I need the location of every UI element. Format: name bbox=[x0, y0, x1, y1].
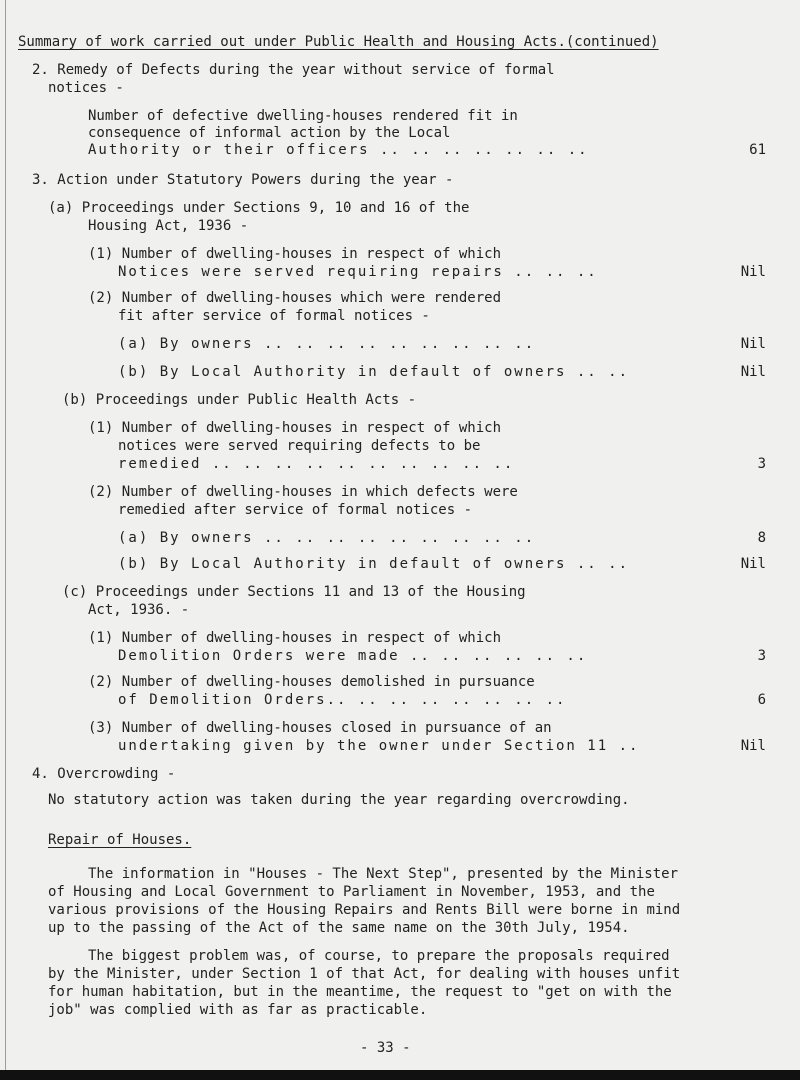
page-number: - 33 - bbox=[360, 1040, 411, 1056]
section-3a-item-2-line-1: (2) Number of dwelling-houses which were rendered bbox=[88, 290, 502, 306]
section-3c-item-1-line-1: (1) Number of dwelling-houses in respect of which bbox=[88, 630, 502, 646]
section-3c-item-3-line-1: (3) Number of dwelling-houses closed in pursuance of an bbox=[88, 720, 552, 736]
section-3c-title-cont: Act, 1936. - bbox=[88, 602, 190, 618]
section-3c-item-1-value: 3 bbox=[757, 648, 766, 664]
section-4-title: 4. Overcrowding - bbox=[32, 766, 176, 782]
section-3a-title-cont: Housing Act, 1936 - bbox=[88, 218, 249, 234]
section-3b-item-2-line-2: remedied after service of formal notices - bbox=[118, 502, 473, 518]
section-3c-item-2-value: 6 bbox=[757, 692, 766, 708]
section-2-title-cont: notices - bbox=[48, 80, 124, 96]
section-3c-item-3-value: Nil bbox=[740, 738, 766, 754]
repair-p2-line-4: job" was complied with as far as practicable. bbox=[48, 1002, 428, 1018]
section-3b-la-value: Nil bbox=[740, 556, 766, 572]
section-3a-title: (a) Proceedings under Sections 9, 10 and 16 of the bbox=[48, 200, 470, 216]
section-4-text: No statutory action was taken during the year regarding overcrowding. bbox=[48, 792, 630, 808]
repair-p2-line-3: for human habitation, but in the meantime, the request to "get on with the bbox=[48, 984, 672, 1000]
section-3b-la-label: (b) By Local Authority in default of owners .. .. bbox=[118, 556, 630, 572]
repair-p1-line-2: of Housing and Local Government to Parliament in November, 1953, and the bbox=[48, 884, 655, 900]
repair-p1-line-1: The information in "Houses - The Next Step", presented by the Minister bbox=[88, 866, 679, 882]
bottom-scan-edge bbox=[0, 1070, 800, 1080]
repair-p2-line-2: by the Minister, under Section 1 of that Act, for dealing with houses unfit bbox=[48, 966, 681, 982]
section-3a-item-2-line-2: fit after service of formal notices - bbox=[118, 308, 430, 324]
section-3a-item-1-line-1: (1) Number of dwelling-houses in respect of which bbox=[88, 246, 502, 262]
section-3a-item-1-line-2: Notices were served requiring repairs .. .. .. bbox=[118, 264, 598, 280]
section-3a-item-1-value: Nil bbox=[740, 264, 766, 280]
section-3b-item-1-line-3: remedied .. .. .. .. .. .. .. .. .. .. bbox=[118, 456, 515, 472]
section-3a-owners-value: Nil bbox=[740, 336, 766, 352]
section-2-value: 61 bbox=[749, 142, 766, 158]
section-3c-item-1-line-2: Demolition Orders were made .. .. .. .. .. .. bbox=[118, 648, 588, 664]
repair-p1-line-3: various provisions of the Housing Repairs and Rents Bill were borne in mind bbox=[48, 902, 681, 918]
section-3a-owners-label: (a) By owners .. .. .. .. .. .. .. .. .. bbox=[118, 336, 536, 352]
repair-p2-line-1: The biggest problem was, of course, to prepare the proposals required bbox=[88, 948, 670, 964]
section-2-title: 2. Remedy of Defects during the year without service of formal bbox=[32, 62, 555, 78]
section-3-title: 3. Action under Statutory Powers during the year - bbox=[32, 172, 454, 188]
section-3c-item-3-line-2: undertaking given by the owner under Section 11 .. bbox=[118, 738, 640, 754]
section-2-line-3: Authority or their officers .. .. .. .. .. .. .. bbox=[88, 142, 589, 158]
section-3b-owners-value: 8 bbox=[757, 530, 766, 546]
section-3b-item-1-line-1: (1) Number of dwelling-houses in respect of which bbox=[88, 420, 502, 436]
repair-heading: Repair of Houses. bbox=[48, 832, 192, 848]
section-2-line-1: Number of defective dwelling-houses rendered fit in bbox=[88, 108, 518, 124]
section-3b-item-2-line-1: (2) Number of dwelling-houses in which defects were bbox=[88, 484, 518, 500]
left-margin-line bbox=[5, 0, 6, 1080]
section-3c-item-2-line-1: (2) Number of dwelling-houses demolished in pursuance bbox=[88, 674, 535, 690]
section-3c-title: (c) Proceedings under Sections 11 and 13 of the Housing bbox=[62, 584, 526, 600]
section-3b-item-1-value: 3 bbox=[757, 456, 766, 472]
section-3a-la-label: (b) By Local Authority in default of owners .. .. bbox=[118, 364, 630, 380]
section-3b-owners-label: (a) By owners .. .. .. .. .. .. .. .. .. bbox=[118, 530, 536, 546]
section-3b-item-1-line-2: notices were served requiring defects to be bbox=[118, 438, 481, 454]
section-3b-title: (b) Proceedings under Public Health Acts - bbox=[62, 392, 417, 408]
section-3c-item-2-line-2: of Demolition Orders.. .. .. .. .. .. .. .. bbox=[118, 692, 567, 708]
section-3a-la-value: Nil bbox=[740, 364, 766, 380]
section-2-line-2: consequence of informal action by the Local bbox=[88, 125, 451, 141]
repair-p1-line-4: up to the passing of the Act of the same name on the 30th July, 1954. bbox=[48, 920, 630, 936]
page-heading: Summary of work carried out under Public Health and Housing Acts.(continued) bbox=[18, 34, 659, 50]
